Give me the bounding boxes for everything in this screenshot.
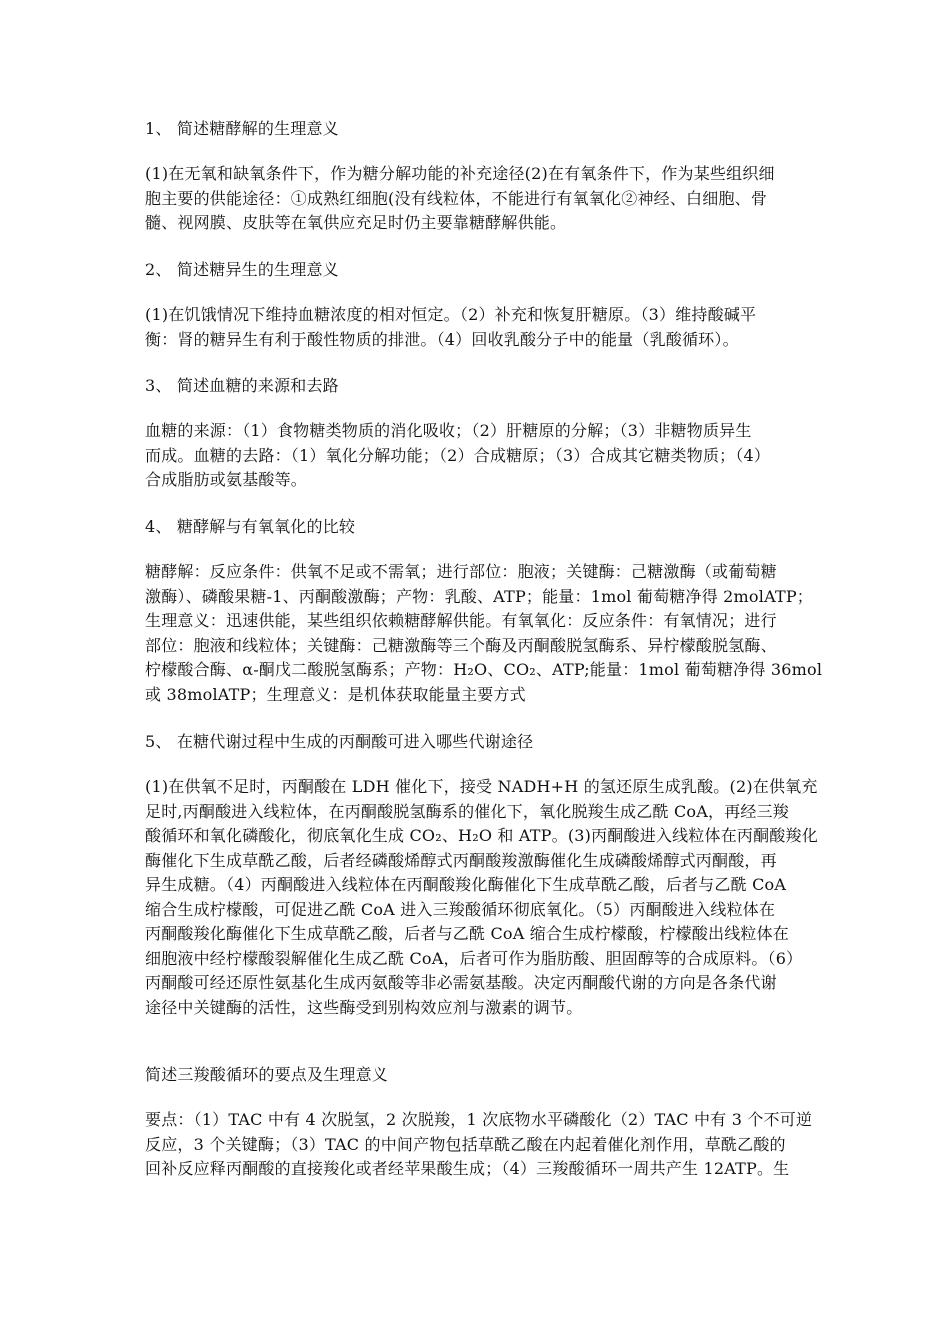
section-3-line: 合成脂肪或氨基酸等。 xyxy=(145,470,308,489)
section-6-line: 回补反应释丙酮酸的直接羧化或者经苹果酸生成；（4）三羧酸循环一周共产生 12ATP。生 xyxy=(145,1159,790,1178)
section-1-line: 髓、视网膜、皮肤等在氧供应充足时仍主要靠糖酵解供能。 xyxy=(145,213,567,232)
section-6-body xyxy=(145,1108,895,1182)
section-1-line: 胞主要的供能途径：①成熟红细胞(没有线粒体，不能进行有氧氧化②神经、白细胞、骨 xyxy=(145,188,768,208)
section-6-line: 要点：（1）TAC 中有 4 次脱氢，2 次脱羧，1 次底物水平磷酸化（2）TAC 中有 3 个不可逆 xyxy=(145,1110,813,1129)
section-3-line: 血糖的来源：（1）食物糖类物质的消化吸收；（2）肝糖原的分解；（3）非糖物质异生 xyxy=(145,421,752,440)
section-4-line: 糖酵解：反应条件：供氧不足或不需氧；进行部位：胞液；关键酶：己糖激酶（或葡萄糖 xyxy=(145,562,777,581)
section-5-line: 细胞液中经柠檬酸裂解催化生成乙酰 CoA，后者可作为脂肪酸、胆固醇等的合成原料。（6） xyxy=(145,948,803,968)
section-4-line: 柠檬酸合酶、α-酮戊二酸脱氢酶系；产物：H₂O、CO₂、ATP;能量：1mol 葡萄糖净得 36mol xyxy=(145,660,823,679)
section-1-body xyxy=(145,162,895,236)
section-5-heading: 5、 在糖代谢过程中生成的丙酮酸可进入哪些代谢途径 xyxy=(145,732,534,751)
section-3-line: 而成。血糖的去路：（1）氧化分解功能；（2）合成糖原；（3）合成其它糖类物质；（4） xyxy=(145,445,771,465)
section-2-heading: 2、 简述糖异生的生理意义 xyxy=(145,260,339,279)
section-1-line: (1)在无氧和缺氧条件下，作为糖分解功能的补充途径(2)在有氧条件下，作为某些组织细 xyxy=(145,164,775,183)
section-5-line: 丙酮酸可经还原性氨基化生成丙氨酸等非必需氨基酸。决定丙酮酸代谢的方向是各条代谢 xyxy=(145,973,777,992)
section-5-line: 酶催化下生成草酰乙酸，后者经磷酸烯醇式丙酮酸羧激酶催化生成磷酸烯醇式丙酮酸，再 xyxy=(145,850,777,870)
section-3-body xyxy=(145,419,895,493)
section-6-line: 反应，3 个关键酶；（3）TAC 的中间产物包括草酰乙酸在内起着催化剂作用，草酰乙酸的 xyxy=(145,1134,786,1154)
section-1-heading: 1、 简述糖酵解的生理意义 xyxy=(145,119,339,138)
section-4-body xyxy=(145,560,895,707)
section-5-body xyxy=(145,775,895,1020)
section-2-body xyxy=(145,303,895,352)
section-5-line: 途径中关键酶的活性，这些酶受到别构效应剂与激素的调节。 xyxy=(145,997,583,1017)
section-5-line: 异生成糖。（4）丙酮酸进入线粒体在丙酮酸羧化酶催化下生成草酰乙酸，后者与乙酰 CoA xyxy=(145,875,787,894)
section-5-line: 酸循环和氧化磷酸化，彻底氧化生成 CO₂、H₂O 和 ATP。(3)丙酮酸进入线粒体在丙酮酸羧化 xyxy=(145,826,818,845)
section-6-heading: 简述三羧酸循环的要点及生理意义 xyxy=(145,1065,389,1084)
section-5-line: (1)在供氧不足时，丙酮酸在 LDH 催化下，接受 NADH+H 的氢还原生成乳酸。(2)在供氧充 xyxy=(145,777,818,796)
section-2-line: (1)在饥饿情况下维持血糖浓度的相对恒定。（2）补充和恢复肝糖原。（3）维持酸碱平 xyxy=(145,305,757,324)
section-4-heading: 4、 糖酵解与有氧氧化的比较 xyxy=(145,517,356,536)
section-4-line: 生理意义：迅速供能，某些组织依赖糖酵解供能。有氧氧化：反应条件：有氧情况；进行 xyxy=(145,611,777,630)
section-5-line: 丙酮酸羧化酶催化下生成草酰乙酸，后者与乙酰 CoA 缩合生成柠檬酸，柠檬酸出线粒体在 xyxy=(145,924,790,943)
section-4-line: 部位：胞液和线粒体；关键酶：己糖激酶等三个酶及丙酮酸脱氢酶系、异柠檬酸脱氢酶、 xyxy=(145,635,777,655)
section-2-line: 衡：肾的糖异生有利于酸性物质的排泄。（4）回收乳酸分子中的能量（乳酸循环）。 xyxy=(145,329,739,349)
section-5-line: 足时,丙酮酸进入线粒体，在丙酮酸脱氢酶系的催化下，氧化脱羧生成乙酰 CoA，再经三羧 xyxy=(145,801,790,821)
section-3-heading: 3、 简述血糖的来源和去路 xyxy=(145,376,339,395)
section-4-line: 激酶）、磷酸果糖-1、丙酮酸激酶；产物：乳酸、ATP；能量：1mol 葡萄糖净得 2molATP； xyxy=(145,586,813,606)
section-5-line: 缩合生成柠檬酸，可促进乙酰 CoA 进入三羧酸循环彻底氧化。（5）丙酮酸进入线粒体在 xyxy=(145,899,776,919)
section-4-line: 或 38molATP；生理意义：是机体获取能量主要方式 xyxy=(145,684,526,704)
